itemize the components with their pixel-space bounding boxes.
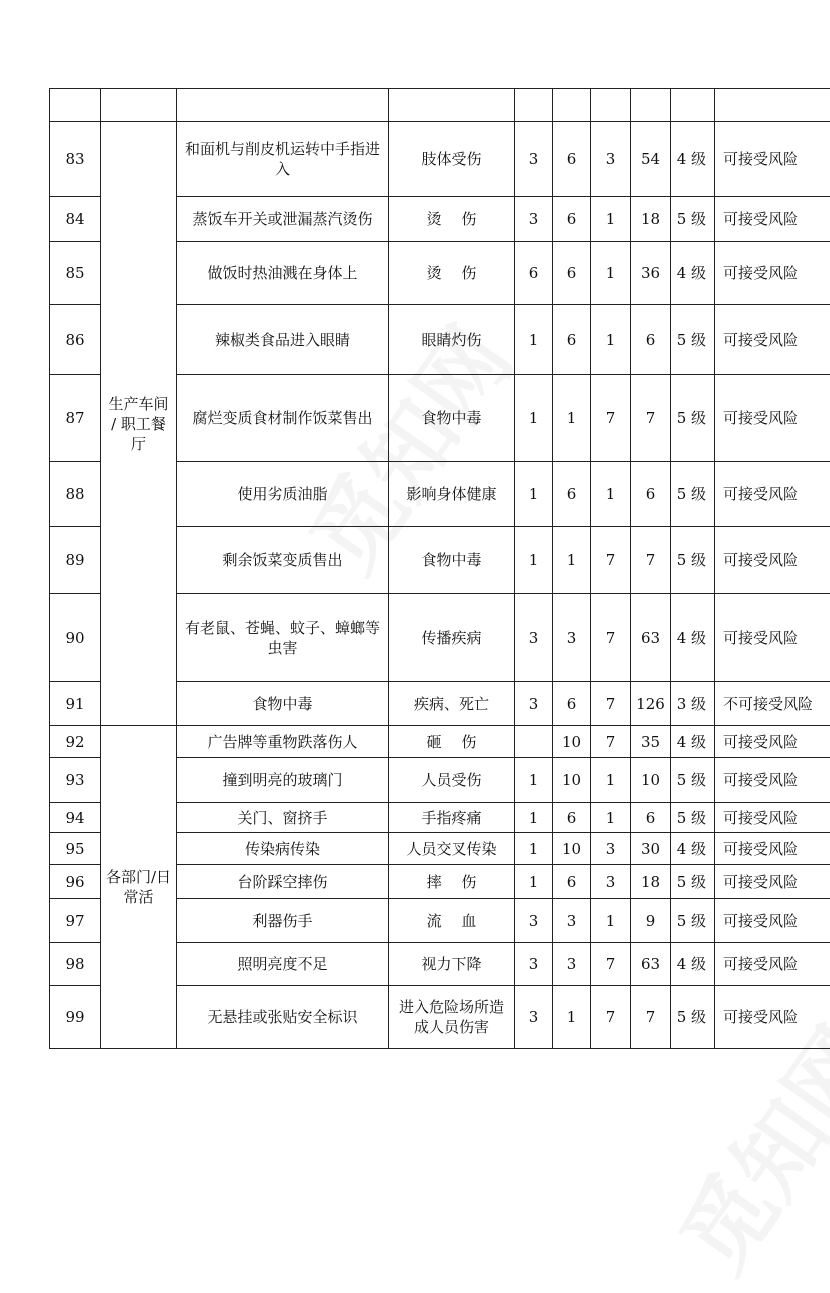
d-value: 7 bbox=[631, 527, 671, 594]
header-cell bbox=[591, 89, 631, 122]
consequence-cell: 摔 伤 bbox=[389, 865, 515, 899]
l-value: 1 bbox=[515, 803, 553, 833]
consequence-cell: 影响身体健康 bbox=[389, 462, 515, 527]
e-value: 6 bbox=[553, 242, 591, 305]
risk-result: 可接受风险 bbox=[715, 943, 830, 986]
consequence-cell: 烫 伤 bbox=[389, 197, 515, 242]
risk-result: 可接受风险 bbox=[715, 986, 830, 1049]
header-cell bbox=[715, 89, 830, 122]
e-value: 1 bbox=[553, 986, 591, 1049]
l-value: 3 bbox=[515, 682, 553, 726]
row-number: 92 bbox=[50, 726, 101, 758]
consequence-cell: 视力下降 bbox=[389, 943, 515, 986]
risk-level: 4 级 bbox=[671, 943, 715, 986]
hazard-cell: 撞到明亮的玻璃门 bbox=[177, 758, 389, 803]
c-value: 1 bbox=[591, 197, 631, 242]
l-value: 6 bbox=[515, 242, 553, 305]
e-value: 6 bbox=[553, 865, 591, 899]
consequence-cell: 人员受伤 bbox=[389, 758, 515, 803]
header-cell bbox=[631, 89, 671, 122]
risk-result: 可接受风险 bbox=[715, 197, 830, 242]
risk-level: 5 级 bbox=[671, 803, 715, 833]
consequence-cell: 疾病、死亡 bbox=[389, 682, 515, 726]
area-cell: 各部门/日常活 bbox=[101, 726, 177, 1049]
l-value: 1 bbox=[515, 758, 553, 803]
risk-level: 5 级 bbox=[671, 986, 715, 1049]
c-value: 1 bbox=[591, 305, 631, 375]
d-value: 6 bbox=[631, 305, 671, 375]
l-value: 1 bbox=[515, 527, 553, 594]
risk-level: 5 级 bbox=[671, 375, 715, 462]
consequence-cell: 流 血 bbox=[389, 899, 515, 943]
d-value: 35 bbox=[631, 726, 671, 758]
e-value: 6 bbox=[553, 682, 591, 726]
risk-result: 可接受风险 bbox=[715, 758, 830, 803]
e-value: 3 bbox=[553, 899, 591, 943]
row-number: 86 bbox=[50, 305, 101, 375]
e-value: 6 bbox=[553, 122, 591, 197]
row-number: 97 bbox=[50, 899, 101, 943]
l-value: 1 bbox=[515, 305, 553, 375]
risk-level: 3 级 bbox=[671, 682, 715, 726]
risk-result: 可接受风险 bbox=[715, 527, 830, 594]
d-value: 63 bbox=[631, 943, 671, 986]
e-value: 1 bbox=[553, 527, 591, 594]
consequence-cell: 食物中毒 bbox=[389, 527, 515, 594]
row-number: 98 bbox=[50, 943, 101, 986]
header-cell bbox=[389, 89, 515, 122]
row-number: 83 bbox=[50, 122, 101, 197]
table-row bbox=[50, 122, 830, 197]
hazard-cell: 食物中毒 bbox=[177, 682, 389, 726]
d-value: 18 bbox=[631, 197, 671, 242]
l-value: 1 bbox=[515, 833, 553, 865]
row-number: 99 bbox=[50, 986, 101, 1049]
hazard-cell: 传染病传染 bbox=[177, 833, 389, 865]
hazard-cell: 有老鼠、苍蝇、蚊子、蟑螂等虫害 bbox=[177, 594, 389, 682]
l-value bbox=[515, 726, 553, 758]
hazard-cell: 关门、窗挤手 bbox=[177, 803, 389, 833]
d-value: 7 bbox=[631, 375, 671, 462]
c-value: 1 bbox=[591, 803, 631, 833]
risk-result: 可接受风险 bbox=[715, 803, 830, 833]
hazard-cell: 使用劣质油脂 bbox=[177, 462, 389, 527]
risk-level: 4 级 bbox=[671, 242, 715, 305]
d-value: 9 bbox=[631, 899, 671, 943]
row-number: 96 bbox=[50, 865, 101, 899]
header-cell bbox=[515, 89, 553, 122]
header-cell bbox=[553, 89, 591, 122]
risk-result: 可接受风险 bbox=[715, 375, 830, 462]
risk-result: 不可接受风险 bbox=[715, 682, 830, 726]
risk-level: 5 级 bbox=[671, 305, 715, 375]
e-value: 10 bbox=[553, 726, 591, 758]
header-cell bbox=[50, 89, 101, 122]
row-number: 84 bbox=[50, 197, 101, 242]
e-value: 1 bbox=[553, 375, 591, 462]
l-value: 3 bbox=[515, 594, 553, 682]
risk-result: 可接受风险 bbox=[715, 833, 830, 865]
consequence-cell: 手指疼痛 bbox=[389, 803, 515, 833]
d-value: 10 bbox=[631, 758, 671, 803]
risk-level: 4 级 bbox=[671, 122, 715, 197]
row-number: 91 bbox=[50, 682, 101, 726]
hazard-cell: 辣椒类食品进入眼睛 bbox=[177, 305, 389, 375]
risk-level: 4 级 bbox=[671, 833, 715, 865]
hazard-cell: 广告牌等重物跌落伤人 bbox=[177, 726, 389, 758]
hazard-cell: 无悬挂或张贴安全标识 bbox=[177, 986, 389, 1049]
row-number: 95 bbox=[50, 833, 101, 865]
risk-level: 4 级 bbox=[671, 594, 715, 682]
c-value: 1 bbox=[591, 462, 631, 527]
consequence-cell: 人员交叉传染 bbox=[389, 833, 515, 865]
consequence-cell: 砸 伤 bbox=[389, 726, 515, 758]
hazard-cell: 利器伤手 bbox=[177, 899, 389, 943]
header-row bbox=[50, 89, 830, 122]
hazard-cell: 台阶踩空摔伤 bbox=[177, 865, 389, 899]
consequence-cell: 传播疾病 bbox=[389, 594, 515, 682]
consequence-cell: 眼睛灼伤 bbox=[389, 305, 515, 375]
risk-level: 5 级 bbox=[671, 197, 715, 242]
consequence-cell: 烫 伤 bbox=[389, 242, 515, 305]
e-value: 3 bbox=[553, 594, 591, 682]
header-cell bbox=[101, 89, 177, 122]
e-value: 6 bbox=[553, 197, 591, 242]
c-value: 7 bbox=[591, 726, 631, 758]
risk-result: 可接受风险 bbox=[715, 305, 830, 375]
risk-level: 5 级 bbox=[671, 527, 715, 594]
c-value: 3 bbox=[591, 122, 631, 197]
risk-level: 5 级 bbox=[671, 899, 715, 943]
area-cell: 生产车间 / 职工餐厅 bbox=[101, 122, 177, 726]
header-cell bbox=[177, 89, 389, 122]
hazard-cell: 照明亮度不足 bbox=[177, 943, 389, 986]
hazard-cell: 做饭时热油溅在身体上 bbox=[177, 242, 389, 305]
l-value: 1 bbox=[515, 375, 553, 462]
risk-level: 5 级 bbox=[671, 758, 715, 803]
l-value: 3 bbox=[515, 122, 553, 197]
c-value: 3 bbox=[591, 865, 631, 899]
risk-result: 可接受风险 bbox=[715, 122, 830, 197]
risk-level: 5 级 bbox=[671, 865, 715, 899]
c-value: 7 bbox=[591, 943, 631, 986]
row-number: 85 bbox=[50, 242, 101, 305]
l-value: 3 bbox=[515, 986, 553, 1049]
d-value: 126 bbox=[631, 682, 671, 726]
c-value: 1 bbox=[591, 758, 631, 803]
c-value: 1 bbox=[591, 242, 631, 305]
d-value: 6 bbox=[631, 462, 671, 527]
l-value: 3 bbox=[515, 197, 553, 242]
e-value: 6 bbox=[553, 803, 591, 833]
l-value: 3 bbox=[515, 943, 553, 986]
risk-result: 可接受风险 bbox=[715, 865, 830, 899]
c-value: 7 bbox=[591, 986, 631, 1049]
hazard-cell: 蒸饭车开关或泄漏蒸汽烫伤 bbox=[177, 197, 389, 242]
e-value: 3 bbox=[553, 943, 591, 986]
d-value: 30 bbox=[631, 833, 671, 865]
risk-assessment-table bbox=[49, 88, 830, 1049]
risk-result: 可接受风险 bbox=[715, 242, 830, 305]
risk-level: 5 级 bbox=[671, 462, 715, 527]
c-value: 7 bbox=[591, 527, 631, 594]
c-value: 7 bbox=[591, 594, 631, 682]
row-number: 90 bbox=[50, 594, 101, 682]
table-row bbox=[50, 726, 830, 758]
l-value: 3 bbox=[515, 899, 553, 943]
d-value: 63 bbox=[631, 594, 671, 682]
header-cell bbox=[671, 89, 715, 122]
risk-result: 可接受风险 bbox=[715, 899, 830, 943]
consequence-cell: 肢体受伤 bbox=[389, 122, 515, 197]
row-number: 94 bbox=[50, 803, 101, 833]
consequence-cell: 进入危险场所造成人员伤害 bbox=[389, 986, 515, 1049]
consequence-cell: 食物中毒 bbox=[389, 375, 515, 462]
c-value: 7 bbox=[591, 682, 631, 726]
hazard-cell: 腐烂变质食材制作饭菜售出 bbox=[177, 375, 389, 462]
row-number: 88 bbox=[50, 462, 101, 527]
d-value: 7 bbox=[631, 986, 671, 1049]
c-value: 1 bbox=[591, 899, 631, 943]
risk-result: 可接受风险 bbox=[715, 594, 830, 682]
hazard-cell: 剩余饭菜变质售出 bbox=[177, 527, 389, 594]
hazard-cell: 和面机与削皮机运转中手指进入 bbox=[177, 122, 389, 197]
e-value: 6 bbox=[553, 462, 591, 527]
risk-result: 可接受风险 bbox=[715, 462, 830, 527]
row-number: 87 bbox=[50, 375, 101, 462]
l-value: 1 bbox=[515, 865, 553, 899]
l-value: 1 bbox=[515, 462, 553, 527]
d-value: 18 bbox=[631, 865, 671, 899]
risk-level: 4 级 bbox=[671, 726, 715, 758]
risk-result: 可接受风险 bbox=[715, 726, 830, 758]
e-value: 10 bbox=[553, 833, 591, 865]
row-number: 89 bbox=[50, 527, 101, 594]
e-value: 6 bbox=[553, 305, 591, 375]
d-value: 36 bbox=[631, 242, 671, 305]
c-value: 7 bbox=[591, 375, 631, 462]
e-value: 10 bbox=[553, 758, 591, 803]
c-value: 3 bbox=[591, 833, 631, 865]
d-value: 54 bbox=[631, 122, 671, 197]
row-number: 93 bbox=[50, 758, 101, 803]
d-value: 6 bbox=[631, 803, 671, 833]
